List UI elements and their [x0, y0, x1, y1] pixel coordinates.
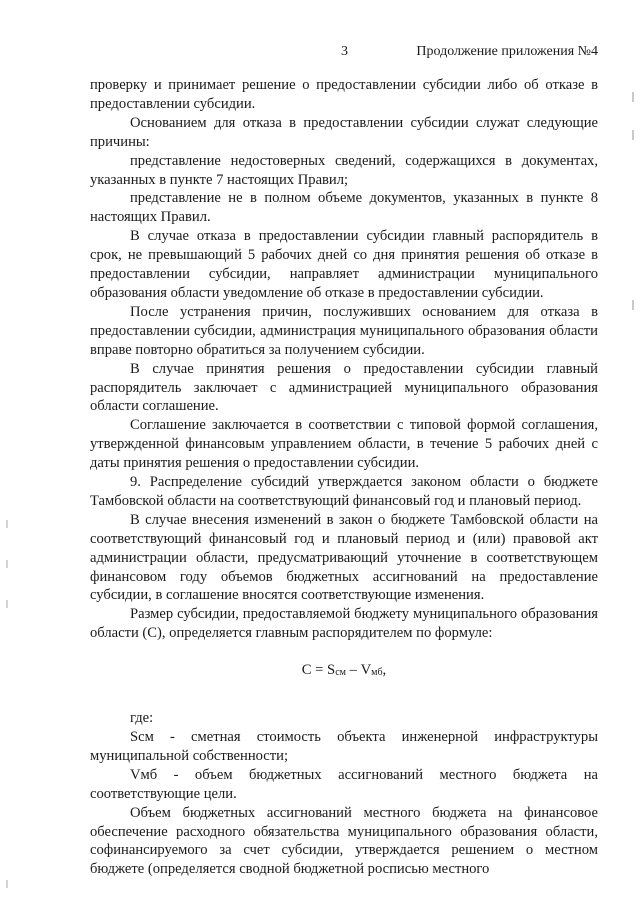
paragraph: проверку и принимает решение о предоставлении субсидии либо об отказе в предоставлении субсидии. — [90, 77, 598, 112]
where-label: где: — [130, 710, 154, 727]
formula-s-subscript: см — [335, 667, 346, 679]
formula — [90, 661, 598, 683]
final-paragraph: Объем бюджетных ассигнований местного бюджета на финансовое обеспечение расходного обязательства муниципального образования области, софинансируемого за счет субсидии, утверждается решением о местном бюджете (определяется сводной бюджетной росписью местного — [90, 804, 598, 878]
definition-symbol: Vмб — [130, 766, 158, 783]
formula-lhs: С = S — [301, 662, 336, 679]
paragraph: Основанием для отказа в предоставлении субсидии служат следующие причины: — [90, 114, 598, 150]
paragraph: В случае отказа в предоставлении субсидии главный распорядитель в срок, не превышающий 5 рабочих дней со дня принятия решения об отказе в предоставлении субсидии, направляет администрации муниципального образования области уведомление об отказе в предоставлении субсидии. — [90, 228, 598, 301]
paragraph: В случае принятия решения о предоставлении субсидии главный распорядитель заключает с администрацией муниципального образования области соглашение. — [90, 360, 598, 415]
formula-v-subscript: мб — [371, 667, 383, 679]
definition-s — [90, 728, 598, 766]
page-header — [0, 44, 640, 64]
definition-v — [90, 766, 598, 804]
list-item: представление недостоверных сведений, содержащихся в документах, указанных в пункте 7 настоящих Правил; — [90, 152, 598, 188]
definition-symbol: Sсм — [130, 729, 154, 745]
section-9-paragraph: 9. Распределение субсидий утверждается законом области о бюджете Тамбовской области на соответствующий финансовый год и плановый период. — [90, 474, 598, 509]
appendix-label: Продолжение приложения №4 — [416, 44, 598, 59]
definition-text: - объем бюджетных ассигнований местного бюджета на соответствующие цели. — [90, 766, 598, 802]
scan-left-marks — [6, 0, 8, 905]
paragraph: Размер субсидии, предоставляемой бюджету муниципального образования области (С), определяется главным распорядителем по формуле: — [90, 606, 598, 642]
formula-end: , — [382, 662, 387, 679]
formula-minus: – V — [345, 662, 372, 679]
list-item: представление не в полном объеме документов, указанных в пункте 8 настоящих Правил. — [90, 190, 598, 226]
scan-margin-marks — [632, 0, 634, 905]
paragraph: Соглашение заключается в соответствии с типовой формой соглашения, утвержденной финансовым управлением области, в течение 5 рабочих дней с даты принятия решения о предоставлении субсидии. — [90, 417, 598, 472]
paragraph: После устранения причин, послуживших основанием для отказа в предоставлении субсидии, администрация муниципального образования области вправе повторно обратиться за получением субсидии. — [90, 303, 598, 358]
document-body — [90, 76, 598, 879]
page-number: 3 — [341, 44, 348, 59]
paragraph: В случае внесения изменений в закон о бюджете Тамбовской области на соответствующий финансовый год и плановый период и (или) правовой акт администрации области, предусматривающий уточнение в соответствующем финансовом году объемов бюджетных ассигнований на предоставление субсидии, в соглашение вносятся соответствующие изменения. — [90, 511, 598, 604]
definition-text: - сметная стоимость объекта инженерной инфраструктуры муниципальной собственности; — [90, 729, 598, 764]
